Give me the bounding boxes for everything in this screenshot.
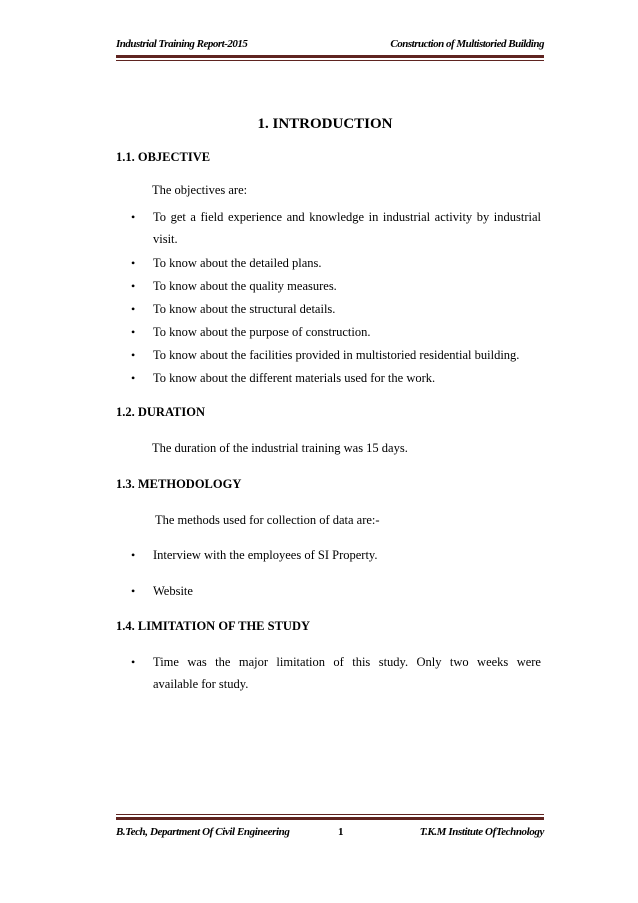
list-item [131, 252, 541, 274]
list-item [131, 544, 541, 566]
page-header [116, 38, 544, 50]
duration-text: The duration of the industrial training was 15 days. [152, 441, 408, 455]
header-right-text: Construction of Multistoried Building [390, 38, 544, 50]
page-number: 1 [338, 826, 344, 838]
objective-bullet-5: To know about the purpose of construction. [153, 325, 371, 339]
list-item [131, 580, 541, 602]
objective-bullet-2: To know about the detailed plans. [153, 256, 322, 270]
header-left-text: Industrial Training Report-2015 [116, 38, 248, 50]
bullet-icon: • [131, 210, 136, 224]
bullet-icon: • [131, 279, 136, 293]
methodology-heading: 1.3. METHODOLOGY [116, 477, 242, 491]
methodology-bullet-1: Interview with the employees of SI Property. [153, 548, 378, 562]
bullet-icon: • [131, 325, 136, 339]
limitation-heading: 1.4. LIMITATION OF THE STUDY [116, 619, 311, 633]
objective-bullet-7: To know about the different materials used for the work. [153, 371, 436, 385]
bullet-icon: • [131, 256, 136, 270]
list-item [131, 344, 541, 366]
objective-heading: 1.1. OBJECTIVE [116, 150, 211, 164]
objective-bullet-3: To know about the quality measures. [153, 279, 337, 293]
header-rule-thick [116, 55, 544, 58]
footer-right-text: T.K.M Institute OfTechnology [419, 826, 544, 838]
bullet-icon: • [131, 348, 136, 362]
objective-bullet-1-line-1: To get a field experience and knowledge in industrial activity by industrial [153, 210, 541, 224]
methodology-intro: The methods used for collection of data are:- [155, 513, 380, 527]
chapter-title: 1. INTRODUCTION [257, 116, 393, 132]
list-item [131, 298, 541, 320]
header-rule-thin [116, 60, 544, 61]
list-item [131, 275, 541, 297]
footer-rule-thin [116, 814, 544, 815]
list-item [131, 367, 541, 389]
footer-rule-thick [116, 817, 544, 820]
footer-left-text: B.Tech, Department Of Civil Engineering [116, 826, 290, 838]
objective-bullet-6: To know about the facilities provided in multistoried residential building. [153, 348, 520, 362]
list-item [131, 206, 541, 250]
limitation-line-2: available for study. [153, 677, 249, 691]
methodology-bullet-2: Website [153, 584, 193, 598]
bullet-icon: • [131, 584, 136, 598]
duration-heading: 1.2. DURATION [116, 405, 206, 419]
bullet-icon: • [131, 371, 136, 385]
list-item [131, 321, 541, 343]
objective-intro: The objectives are: [152, 183, 248, 197]
bullet-icon: • [131, 548, 136, 562]
limitation-line-1: Time was the major limitation of this study. Only two weeks were [153, 655, 541, 669]
objective-bullet-1-line-2: visit. [153, 232, 178, 246]
bullet-icon: • [131, 302, 136, 316]
objective-bullet-4: To know about the structural details. [153, 302, 336, 316]
bullet-icon: • [131, 655, 136, 669]
list-item [131, 651, 541, 695]
